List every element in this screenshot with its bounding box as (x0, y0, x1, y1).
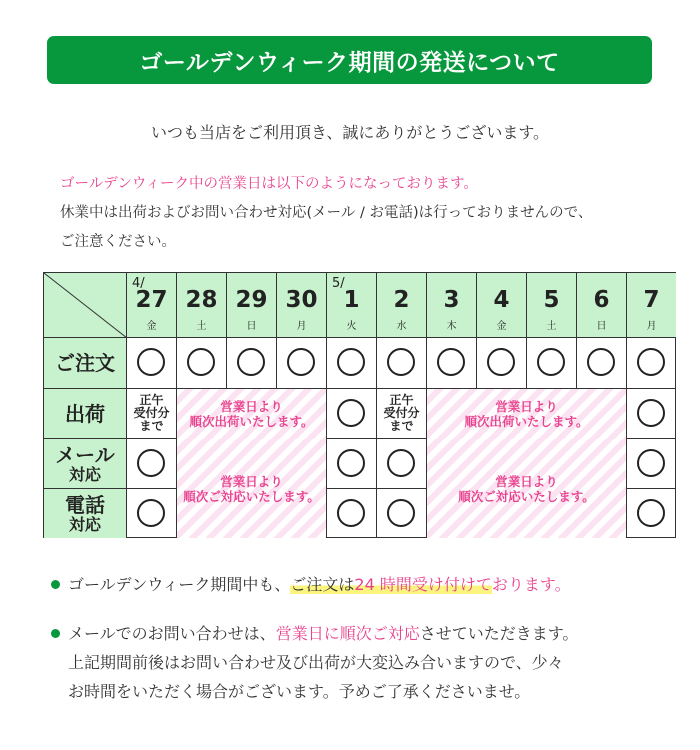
row-label-mail: メール 対応 (44, 439, 127, 489)
page-title: ゴールデンウィーク期間の発送について (139, 49, 560, 76)
notice-block (60, 170, 680, 257)
available-circle-icon (437, 348, 465, 376)
ship-closed-block-2: 営業日より 順次出荷いたします。 (427, 389, 627, 439)
day-header-9: 6 日 (577, 273, 627, 338)
bullet-list (48, 570, 688, 706)
available-circle-icon (387, 449, 415, 477)
day-header-3: 30 月 (277, 273, 327, 338)
row-label-order: ご注文 (44, 338, 127, 389)
mail-cell-10 (627, 439, 676, 489)
day-header-2: 29 日 (227, 273, 277, 338)
highlight-order: ご注文は (290, 575, 355, 594)
available-circle-icon (387, 348, 415, 376)
available-circle-icon (637, 348, 665, 376)
available-circle-icon (287, 348, 315, 376)
diagonal-line (44, 273, 127, 338)
row-label-ship: 出荷 (44, 389, 127, 439)
row-label-phone: 電話 対応 (44, 489, 127, 538)
support-closed-block-1: 営業日より 順次ご対応いたします。 (177, 439, 327, 538)
day-header-4: 5/ 1 火 (327, 273, 377, 338)
mail-cell-4 (327, 439, 377, 489)
order-cell-7 (477, 338, 527, 389)
day-header-0: 4/ 27 金 (127, 273, 177, 338)
phone-cell-0 (127, 489, 177, 538)
ship-cell-5-noon: 正午 受付分 まで (377, 389, 427, 439)
bullet-dot-icon (51, 629, 60, 638)
order-cell-1 (177, 338, 227, 389)
mail-cell-5 (377, 439, 427, 489)
day-header-6: 3 木 (427, 273, 477, 338)
phone-cell-5 (377, 489, 427, 538)
available-circle-icon (587, 348, 615, 376)
order-cell-9 (577, 338, 627, 389)
day-header-7: 4 金 (477, 273, 527, 338)
phone-cell-10 (627, 489, 676, 538)
available-circle-icon (637, 399, 665, 427)
bullet-item-orders: ゴールデンウィーク期間中も、ご注文は24 時間受け付けております。 (48, 570, 688, 599)
ship-cell-4 (327, 389, 377, 439)
order-cell-4 (327, 338, 377, 389)
page-title-banner (47, 36, 652, 84)
highlight-24h: 24 時間受け付けて (354, 575, 492, 594)
available-circle-icon (337, 499, 365, 527)
support-closed-block-2: 営業日より 順次ご対応いたします。 (427, 439, 627, 538)
notice-line-3: ご注意ください。 (60, 234, 176, 250)
notice-line-1: ゴールデンウィーク中の営業日は以下のようになっております。 (60, 176, 478, 192)
day-header-10: 7 月 (627, 273, 676, 338)
bullet-item-mail: メールでのお問い合わせは、営業日に順次ご対応させていただきます。 上記期間前後はお問い合わせ及び出荷が大変込み合いますので、少々 お時間をいただく場合がございます。予めご了承くださいませ。 (48, 619, 688, 706)
day-header-1: 28 土 (177, 273, 227, 338)
available-circle-icon (537, 348, 565, 376)
bullet-dot-icon (51, 580, 60, 589)
order-cell-10 (627, 338, 676, 389)
greeting-text: いつも当店をご利用頂き、誠にありがとうございます。 (150, 123, 550, 142)
ship-cell-0-noon: 正午 受付分 まで (127, 389, 177, 439)
order-cell-2 (227, 338, 277, 389)
available-circle-icon (137, 499, 165, 527)
available-circle-icon (187, 348, 215, 376)
order-cell-3 (277, 338, 327, 389)
available-circle-icon (137, 348, 165, 376)
available-circle-icon (387, 499, 415, 527)
notice-line-2: 休業中は出荷およびお問い合わせ対応(メール / お電話)は行っておりませんので、 (60, 205, 593, 221)
available-circle-icon (137, 449, 165, 477)
available-circle-icon (337, 399, 365, 427)
available-circle-icon (487, 348, 515, 376)
mail-cell-0 (127, 439, 177, 489)
order-cell-6 (427, 338, 477, 389)
ship-cell-10 (627, 389, 676, 439)
corner-cell (44, 273, 127, 338)
order-cell-5 (377, 338, 427, 389)
available-circle-icon (637, 449, 665, 477)
available-circle-icon (637, 499, 665, 527)
day-header-8: 5 土 (527, 273, 577, 338)
available-circle-icon (237, 348, 265, 376)
day-header-5: 2 水 (377, 273, 427, 338)
available-circle-icon (337, 348, 365, 376)
order-cell-0 (127, 338, 177, 389)
schedule-table (43, 272, 676, 538)
ship-closed-block-1: 営業日より 順次出荷いたします。 (177, 389, 327, 439)
phone-cell-4 (327, 489, 377, 538)
order-cell-8 (527, 338, 577, 389)
available-circle-icon (337, 449, 365, 477)
